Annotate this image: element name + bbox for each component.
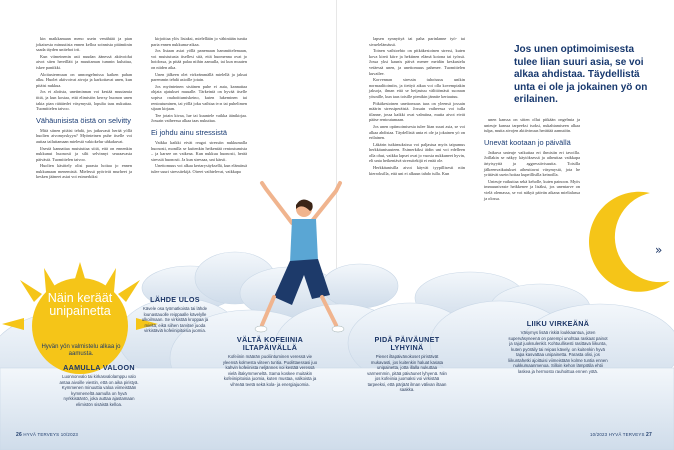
section-heading: Ei johdu ainu stressistä: [151, 127, 227, 137]
paragraph: kirjoittaa ylös listaksi, mielellään jo vähintään tuntia paria ennen nukkuma-aikaa.: [151, 36, 247, 47]
paragraph: Läkärin tutkimuksissa voi paljastua myös taipumus herkkäunisuuteen. Esimerkiksi äidin uni voi edelleen olla ohut, vaikka lapset ovat jo vuosia nukkuneet hyvin, eli unta heikentävä stressitekijä ei enää ole.: [369, 141, 465, 164]
tip-box-valta-kofeiinia: [222, 336, 318, 387]
tip-text: Pienet iltapäivänokoset piristävät mukavasti, jos kuitenkin haluat kasata unipainetta, jotta illalla nukuttaa varmemmin, pitää päiväunet lyhyenä. Niin jos kofeiinia juomaksi voi virkistää tarpeeksi, että pärjäät ilman välivan iltaan saakka.: [367, 354, 447, 392]
tip-box-aamulla-valoon: [58, 364, 140, 407]
right-column-1: [369, 36, 465, 177]
paragraph: Kun viimeinenin asti nuudan äänessä aktivoidut aivot siten hereilläit ja muuttaman tumnin kuluttua, iskee paniikki.: [36, 53, 132, 70]
tip-title: VÄLTÄ KOFEIINIA ILTAPÄIVÄLLÄ: [236, 335, 304, 352]
chevron-right-icon: »: [655, 243, 663, 257]
paragraph: Herkkäunisilla aivot käyvät tyypillisesti niin kierroksilla, että uni ei alkuun tahdo tulla. Kun: [369, 165, 465, 176]
paragraph: Mitä siinen pitäisi tehdä, jos jatkuvasti herää yöllä huolien aivomyrskyyn? Myönteinen puhe itselle voi auttaa tailuttamaan mielestä vakiokelur uhkakuvat.: [36, 127, 132, 144]
tip-title: LIIKU VIRKEÄNÄ: [526, 319, 590, 328]
sun-subtitle: Hyvän yön valmistelu alkaa jo aamusta.: [41, 344, 121, 358]
paragraph: Ifsestä kannattaa muistuttaa siitä, että on ennenkin nukkunut huonosti ja silti selvinnyt seuraavasta päivästä. Tuomittelen taivoo.: [36, 145, 132, 162]
paragraph: kin maikkamaan meno usein venähtää ja pian jokaisesta minuutista ennen kelloa soinnista pitämiinin saada täyden unitehot irti.: [36, 36, 132, 53]
paragraph: Korvennan stressin tuhoisuus unikin normaalitoimiin, ja tiettyä aikaa voi olla kovempiakin jaksoja, ilman että se heijastuu välittömästi suoraan yöunille, kun taas toisille pienikin jännite kertautuu.: [369, 77, 465, 99]
tip-box-lahde-ulos: [138, 296, 212, 334]
tip-text: Kofeiinin määrän puoliintuminen veressä vie yleensä kolmesta viiteen tuntia. Puolittaessasi juo kahvin kofeiinista neljännes voi kestää veressä vielä iltakymmeneltä. Sama koskee muitakin kofeiinipitoisia juomia, kuten mustaa, valkoista ja vihreää teetä sekä kola- ja energiajuomia.: [222, 354, 318, 387]
magazine-name: HYVÄ TERVEYS 10/2023: [23, 432, 78, 437]
paragraph: Aloitustermuun on unnongelmissa kaiken pahan alku. Huolet aktivoivat aivoja ja karkottavat unen, kun pitäisi nukkua.: [36, 71, 132, 88]
section-heading: Unevät kootaan jo päivällä: [484, 137, 571, 147]
paragraph: Toinen vaihtoehto on pitkäkestoinen stressi, kuten kova kireä kiire ja hektinen elämä kotona tai työssä. Jossa yksi kaunis päivä menee meidän keskustelu vetäessä unen, ja unettomuus pahenee. Tuomittelen kuvailee.: [369, 48, 465, 76]
paragraph: Jos unen optimoimisesta tulee liian suuri asia, se voi alkaa ahdistaa. Täydellistä unta ei ole ja jokainen yö on erilainen.: [369, 123, 465, 141]
paragraph: Huolien käsittely olisi parasta hoitaa jo ennen nukkumaan menemistä. Mielessä pyörivät murheet ja kesken jääneet asiat voi esimerkiksi: [36, 163, 132, 180]
left-column-1: [36, 36, 132, 181]
tip-title: PIDÄ PÄIVÄUNET LYHYINÄ: [374, 335, 440, 352]
tip-box-liiku-virkeana: [508, 320, 608, 374]
tip-title: LÄHDE ULOS: [150, 295, 200, 304]
footer-right: [590, 432, 652, 438]
pull-quote: Jos unen optimoimisesta tulee liian suuri asia, se voi alkaa ahdistaa. Täydellistä unta ei ole ja jokainen yö on erilainen.: [514, 44, 648, 106]
paragraph: Vaikka kaikki eivät reagoi stressiin nukkumalla huonosti, monilla se kuitenkin heikentää rentoutumista – ja karsee on vaikeaa. Kun nukkuu huonosti, herää stressiä huonosti. Ja kun stressaa, uni kärsii.: [151, 139, 247, 162]
left-column-2: [151, 36, 247, 175]
paragraph: Unteuje vaikuttaa sekä keholle, kuten painoon. Myös immuunivaste heikkenee ja lisäksi, jos unentarve on vielä olemassa, se voi näkyä päivän aikana mielialassa ja olossa.: [484, 178, 580, 201]
tip-title: AAMULLA VALOON: [63, 363, 135, 372]
paragraph: Unettomuus voi alkaa kertarysäyksellä, kun elämässä tulee suuri stressitekijä. Oireet vaihtelevat, vaikkapa: [151, 163, 247, 174]
paragraph: lapsen synnyttyä tai paha parinlanne työ- tai sivuelelämässä.: [369, 36, 465, 47]
paragraph: Jos et aloitsta, unetiminnan voi kestää muutamia tittä, ja kun kostaa, että elimistön kerrsy huonon unen takia pian räätäedet väsymystä, lopulta taas nukuttaa. Tuomittelen taivoo.: [36, 89, 132, 112]
paragraph: Jos listaan asiat yöllä panemaan hammittelemaan, voi muistutusta itsellesi sitä, että huomenna ovat jo hoidossa, ja pitää palaa niihin aamulla, tai kun muuten on niiden aika.: [151, 48, 247, 70]
page-number: 26: [16, 432, 22, 438]
tip-box-pida-paivaunet: [366, 336, 448, 393]
paragraph: Pitkäkestoinen unettomuus taas on yleensä jossain määrin stressiperäistä. Jossain vaiheessa voi tulla tilanne, jossa kaikki ovat valmiina, mutta aivot eivät pääse rentoutumaan.: [369, 100, 465, 123]
jumping-woman-illustration: [252, 175, 352, 355]
paragraph: Tee jotain kivaa, lue tai kuuntele vaikka äänikirjaa. Jossain vaiheessa alkaa taas nukuttaa.: [151, 112, 247, 124]
section-heading: Vähäunisista öistä on selvitty: [36, 115, 131, 125]
paragraph: Unen jälkeen olet virkeämmällä mielellä ja jaksat paremmin tehdä asioille jotain.: [151, 71, 247, 83]
magazine-name: 10/2023 HYVÄ TERVEYS: [590, 432, 645, 437]
page-number: 27: [646, 432, 652, 438]
tip-text: Väsymys lisää riskiä loukkaantua, joten superväsyneenä on parempi unohtaa raskaat painot ja rajut juoksulenkit. Kohtuullisesti rasittava liikunta, kuten pyöräily tai reipas kävely, on kuitenkin hyvä tapa kasvattaa unipainetta. Parasta olisi, jos liikuntahetki ajoittuisi viimeistään kolme tuntia ennen nukkumaanmenoa. Silloin kehon lämpötila ehtii laskea ja hermosto rauhoittua ennen yötä.: [508, 330, 608, 374]
paragraph: Jos myönteinen sisäinen puhe ei auta, kannattaa ohjata ajatukset muualle. Tärkeintä on hyvää itselle sopiva rauhoittumiskeino, kuten lukeminen tai rentoutuminen, tai yöllä joku vaihtaa tv:n tai puhelimen sijaan kirjaan.: [151, 83, 247, 112]
paragraph: unen kanssa on sitten ollut pitkään ongelmia ja unteuje kanssa tarpeeksi tsoksi, nukahtamiseen alkaa tulpa, mutta aivojen aktiivinuus herättää aamutöin.: [484, 117, 580, 134]
sun-title: Näin keräät unipainetta: [47, 291, 113, 319]
tip-text: Kävele osa työmatkoista tai lähde lounastauolle reippaalle kävelylle ulkoilmaan. Se virkistää kroppaa ja mieltä, eikä siihen tarvitse juoda virkistäviä kofeiinipitoisia juomia.: [141, 306, 209, 333]
paragraph: Jatkuva unteuje vaikuttaa eri ihmisiin eri tavoilla. Joillakin se näkyy käytöksessä ja aiheuttaa vaikkapa ärtyisyyttä ja aggressiivisuutta. Toisilla jälkeenvaikutukset aiheuttavat väsymystä, jota he yrittävät usein hoitaa kupeillisilla keinoilla.: [484, 149, 580, 178]
tip-text: Luonnonvalo tai kirkasvalolamppu valo antaa aivoille viestin, että on aika piristyä. Kymmenen minuuttia valoa viimeistään kymmeneltä aamulla on hyvä nyrkkisääntö, joka auttaa ajastamaan elimistön sisäistä kelloa.: [59, 374, 139, 407]
footer-left: [16, 432, 78, 438]
right-column-2: [484, 117, 580, 202]
